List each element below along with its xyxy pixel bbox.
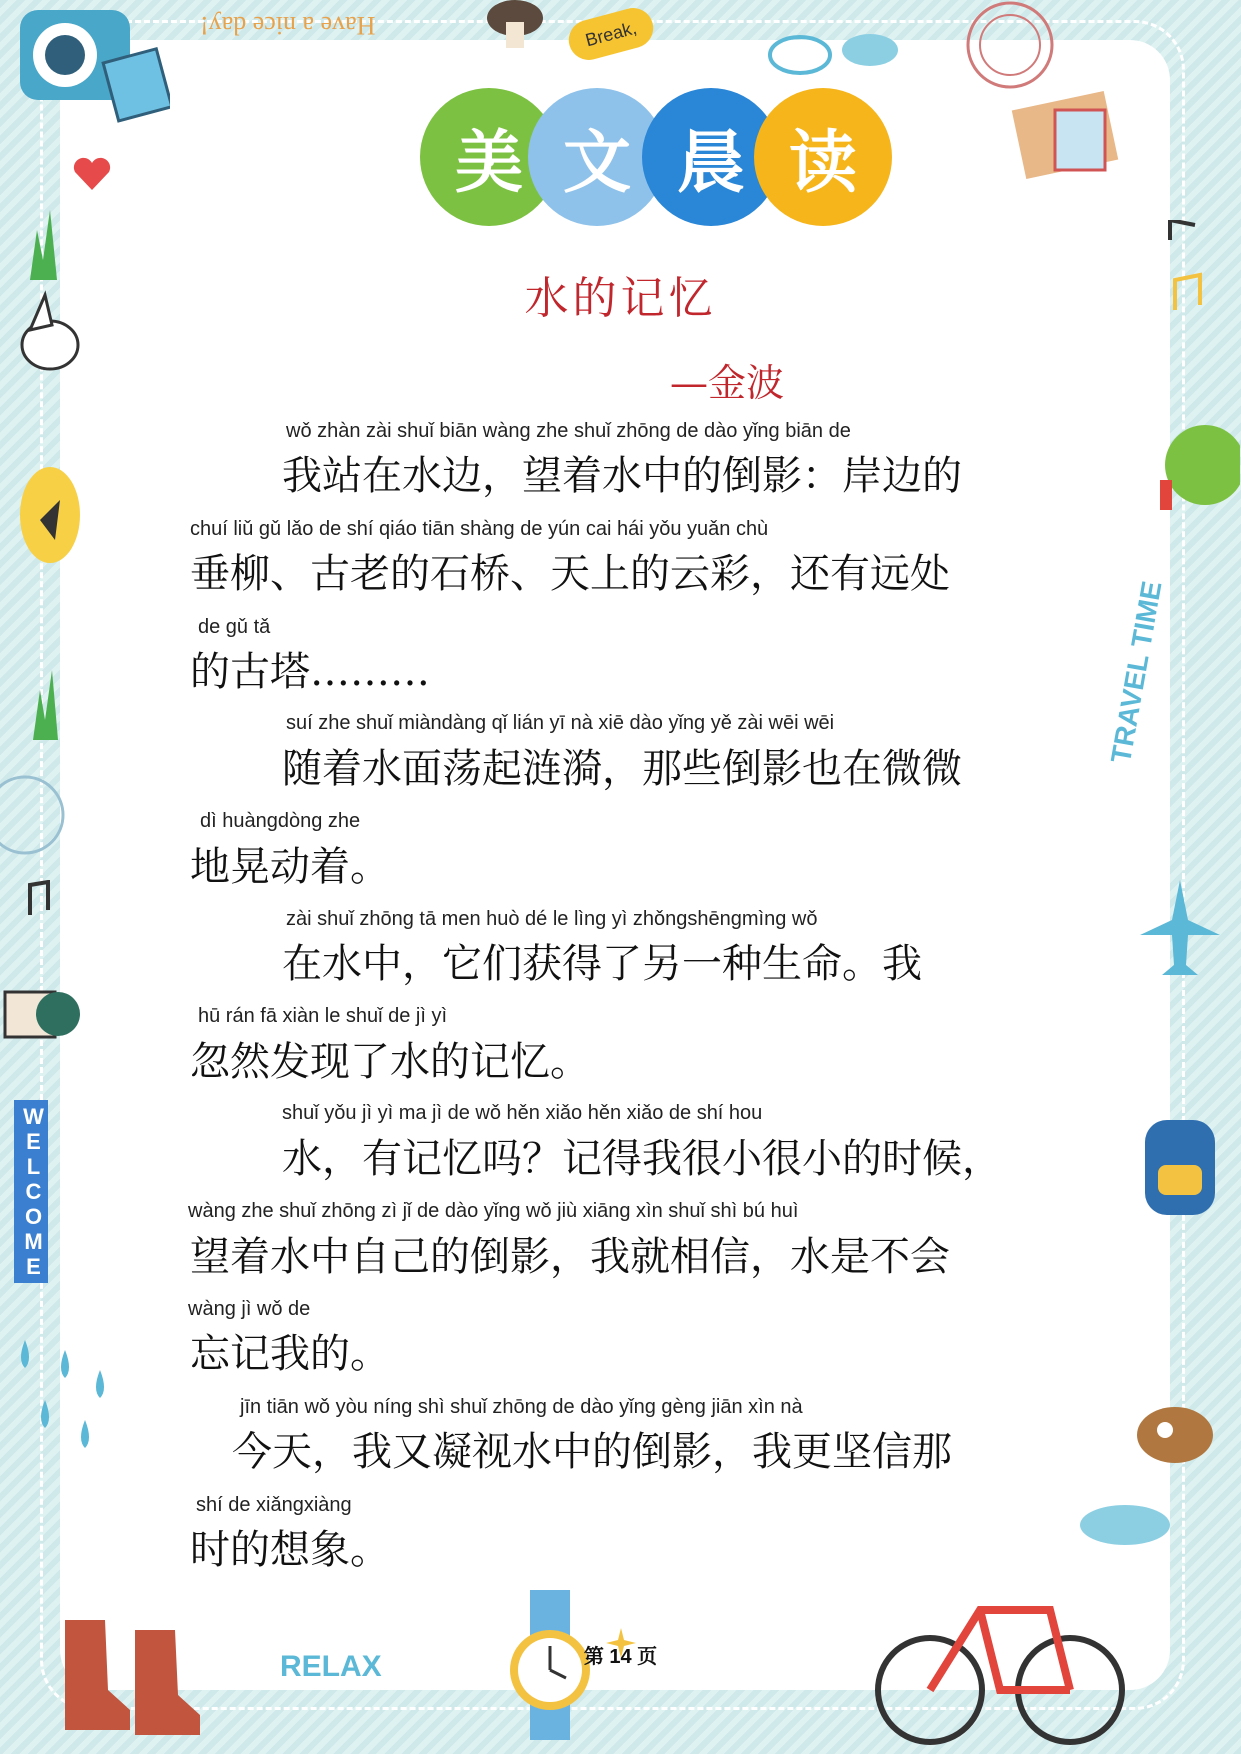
backpack-icon [1130, 1110, 1230, 1230]
relax-text: RELAX [280, 1650, 382, 1683]
text-line: 我站在水边，望着水中的倒影：岸边的 [282, 453, 962, 499]
article-author: —金波 [670, 361, 785, 405]
pinyin-line: shí de xiǎngxiàng [196, 1494, 352, 1516]
section-heading-badges [420, 88, 900, 218]
heading-char: 读 [788, 122, 857, 203]
postmark-stamp-icon [0, 760, 70, 870]
break-text: Break, [583, 17, 639, 51]
heading-char: 晨 [676, 122, 745, 203]
heart-icon [72, 156, 112, 192]
airplane-icon [1140, 880, 1220, 980]
pinyin-line: chuí liǔ gǔ lǎo de shí qiáo tiān shàng de yún cai hái yǒu yuǎn chù [190, 518, 769, 540]
tree-icon [1150, 420, 1240, 540]
article-title: 水的记忆 [524, 273, 717, 324]
pinyin-line: wàng zhe shuǐ zhōng zì jǐ de dào yǐng wǒ jiù xiāng xìn shuǐ shì bú huì [188, 1200, 799, 1222]
heading-circle-du [754, 88, 892, 226]
text-line: 在水中，它们获得了另一种生命。我 [282, 941, 922, 987]
welcome-text: WELCOME [14, 1100, 48, 1283]
cloud-icon [1070, 1490, 1180, 1550]
heading-char: 美 [454, 122, 523, 203]
text-line: 望着水中自己的倒影，我就相信，水是不会 [190, 1234, 950, 1280]
text-line: 忘记我的。 [190, 1331, 390, 1377]
pinyin-line: suí zhe shuǐ miàndàng qǐ lián yī nà xiē dào yǐng yě zài wēi wēi [286, 712, 835, 734]
mushroom-icon [480, 0, 550, 60]
envelope-icon [1010, 90, 1120, 190]
camera-icon [10, 0, 170, 130]
pinyin-line: zài shuǐ zhōng tā men huò dé le lìng yì zhǒngshēngmìng wǒ [286, 908, 818, 930]
text-line: 时的想象。 [190, 1527, 390, 1573]
postmark-stamp-icon [955, 0, 1065, 100]
text-line: 忽然发现了水的记忆。 [190, 1039, 590, 1085]
pinyin-line: hū rán fā xiàn le shuǐ de jì yì [198, 1005, 448, 1027]
pinyin-line: dì huàngdòng zhe [200, 810, 361, 832]
text-line: 垂柳、古老的石桥、天上的云彩，还有远处 [190, 551, 950, 597]
text-line: 今天，我又凝视水中的倒影，我更坚信那 [232, 1429, 952, 1475]
pinyin-line: wàng jì wǒ de [188, 1298, 311, 1320]
coffee-cup-icon [0, 980, 80, 1050]
travel-time-text: TRAVEL TIME [1105, 578, 1168, 766]
text-line: 随着水面荡起涟漪，那些倒影也在微微 [282, 746, 962, 792]
raindrops-icon [5, 1330, 125, 1460]
page-number: 第 14 页 [583, 1646, 658, 1668]
owl-icon [1125, 1390, 1225, 1470]
music-note-icon [22, 880, 52, 920]
straw-hat-icon [15, 460, 85, 570]
cloud-icon [760, 20, 910, 80]
heading-char: 文 [562, 122, 631, 203]
boots-icon [50, 1610, 210, 1740]
text-line: 地晃动着。 [190, 844, 390, 890]
pinyin-line: shuǐ yǒu jì yì ma jì de wǒ hěn xiǎo hěn xiǎo de shí hou [282, 1102, 763, 1124]
text-line: 的古塔……… [190, 649, 430, 695]
grass-icon [30, 660, 60, 740]
nice-day-text: Have a nice day! [200, 11, 376, 40]
text-line: 水，有记忆吗？记得我很小很小的时候， [282, 1136, 1002, 1182]
pinyin-line: de gǔ tǎ [198, 616, 271, 638]
pinyin-line: wǒ zhàn zài shuǐ biān wàng zhe shuǐ zhōng de dào yǐng biān de [286, 420, 851, 442]
pinyin-line: jīn tiān wǒ yòu níng shì shuǐ zhōng de dào yǐng gèng jiān xìn nà [240, 1396, 803, 1418]
